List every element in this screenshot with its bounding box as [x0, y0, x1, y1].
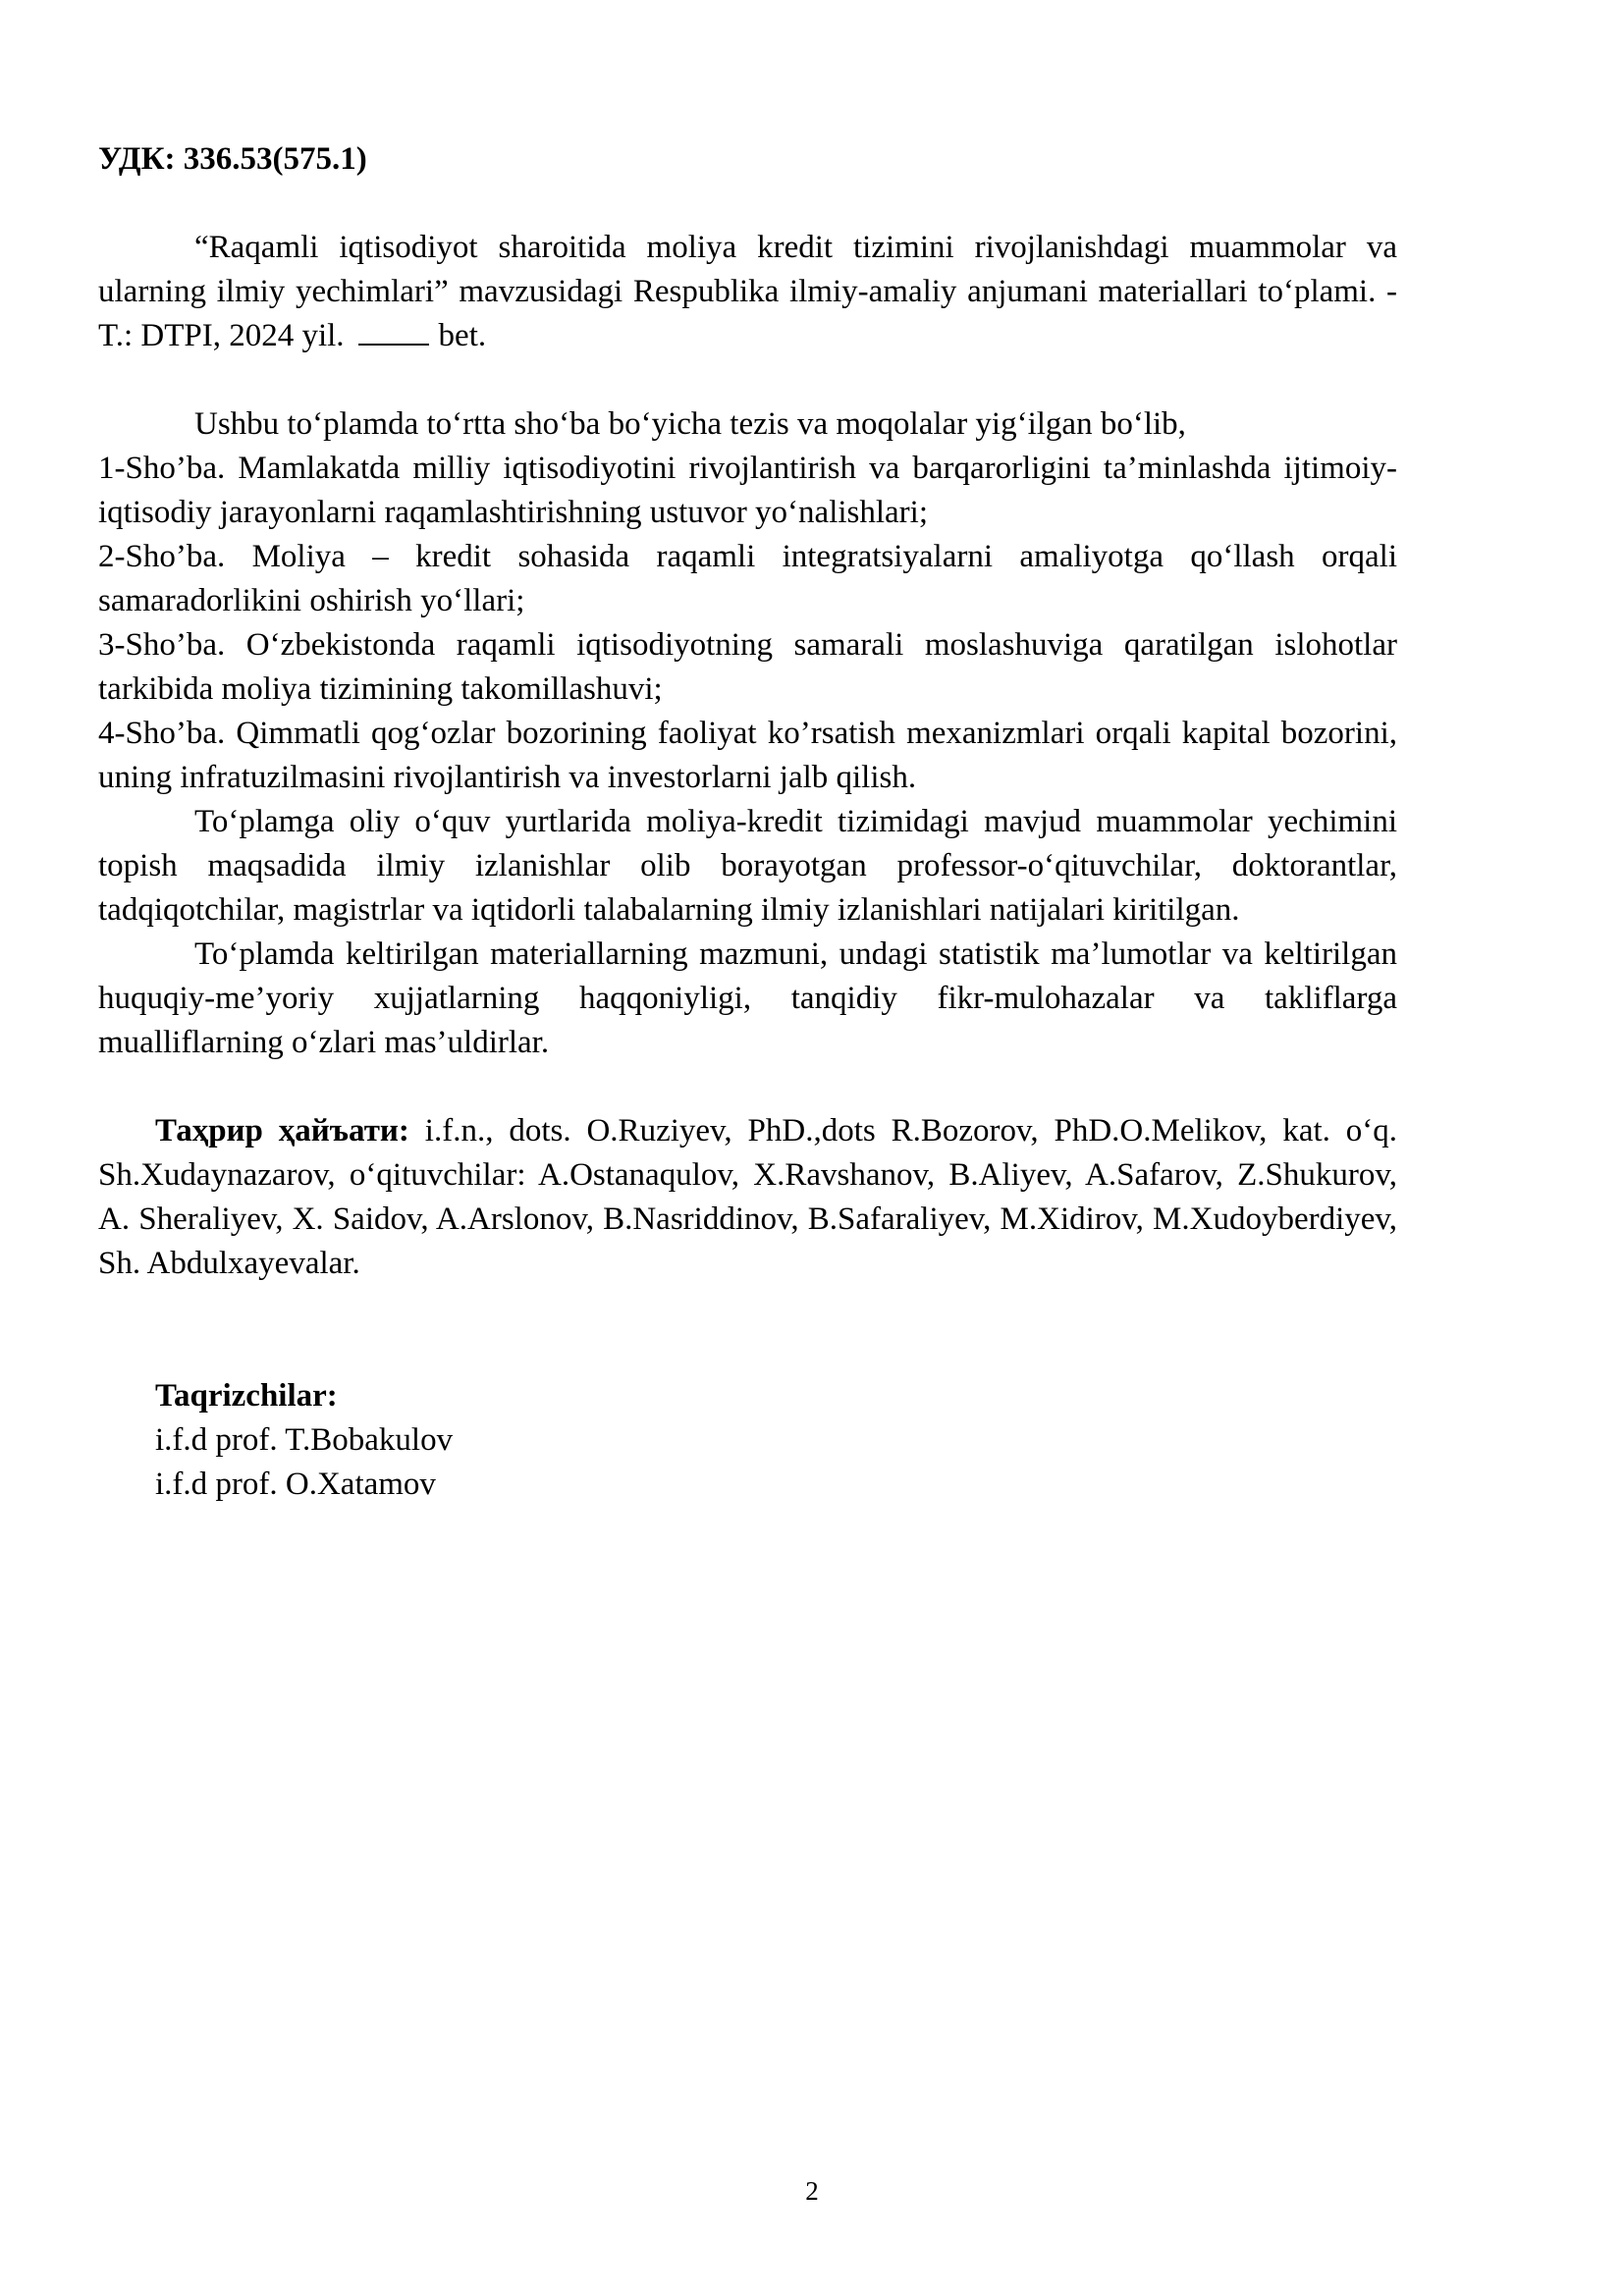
contributors-paragraph: To‘plamga oliy o‘quv yurtlarida moliya-kredit tizimidagi mavjud muammolar yechimini topish maqsadida ilmiy izlanishlar olib borayotgan professor-o‘qituvchilar, doktorantlar, tadqiqotchilar, magistrlar va iqtidorli talabalarning ilmiy izlanishlari natijalari kiritilgan.: [98, 804, 1397, 928]
citation-paragraph: [98, 226, 1397, 358]
document-page: [98, 137, 1397, 1507]
citation-suffix: bet.: [438, 318, 487, 353]
page-count-blank: [358, 318, 429, 346]
citation-text: “Raqamli iqtisodiyot sharoitida moliya kredit tizimini rivojlanishdagi muammolar va ularning ilmiy yechimlari” mavzusidagi Respublika ilmiy-amaliy anjumani materiallari to‘plami. -T.: DTPI, 2024 yil.: [98, 230, 1397, 353]
udk-code: УДК: 336.53(575.1): [98, 141, 367, 177]
reviewers-block: [98, 1374, 1397, 1507]
section-item-4: 4-Sho’ba. Qimmatli qog‘ozlar bozorining faoliyat ko’rsatish mexanizmlari orqali kapital bozorini, uning infratuzilmasini rivojlantirish va investorlarni jalb qilish.: [98, 716, 1397, 795]
responsibility-paragraph: To‘plamda keltirilgan materiallarning mazmuni, undagi statistik ma’lumotlar va keltirilgan huquqiy-me’yoriy xujjatlarning haqqoniyligi, tanqidiy fikr-mulohazalar va takliflarga mualliflarning o‘zlari mas’uldirlar.: [98, 936, 1397, 1060]
spacer: [98, 358, 1397, 402]
reviewer-2: i.f.d prof. O.Xatamov: [155, 1467, 436, 1502]
editorial-label: Таҳрир ҳайъати:: [155, 1113, 409, 1148]
editorial-members: i.f.n., dots. O.Ruziyev, PhD.,dots R.Bozorov, PhD.O.Melikov, kat. o‘q. Sh.Xudaynazarov, o‘qituvchilar: A.Ostanaqulov, X.Ravshanov, B.Aliyev, A.Safarov, Z.Shukurov, A. Sheraliyev, X. Saidov, A.Arslonov, B.Nasriddinov, B.Safaraliyev, M.Xidirov, M.Xudoyberdiyev, Sh. Abdulxayevalar.: [98, 1113, 1398, 1281]
intro-paragraph: Ushbu to‘plamda to‘rtta sho‘ba bo‘yicha tezis va moqolalar yig‘ilgan bo‘lib,: [194, 406, 1186, 442]
spacer: [98, 1065, 1397, 1109]
reviewers-title: Taqrizchilar:: [155, 1378, 338, 1414]
page-number: 2: [805, 2176, 819, 2206]
section-item-2: 2-Sho’ba. Moliya – kredit sohasida raqamli integratsiyalarni amaliyotga qo‘llash orqali samaradorlikini oshirish yo‘llari;: [98, 539, 1397, 618]
section-item-3: 3-Sho’ba. O‘zbekistonda raqamli iqtisodiyotning samarali moslashuviga qaratilgan islohotlar tarkibida moliya tizimining takomillashuvi;: [98, 627, 1397, 707]
section-item-1: 1-Sho’ba. Mamlakatda milliy iqtisodiyotini rivojlantirish va barqarorligini ta’minlashda ijtimoiy-iqtisodiy jarayonlarni raqamlashtirishning ustuvor yo‘nalishlari;: [98, 451, 1397, 530]
reviewer-1: i.f.d prof. T.Bobakulov: [155, 1422, 454, 1458]
editorial-board: [98, 1109, 1397, 1286]
